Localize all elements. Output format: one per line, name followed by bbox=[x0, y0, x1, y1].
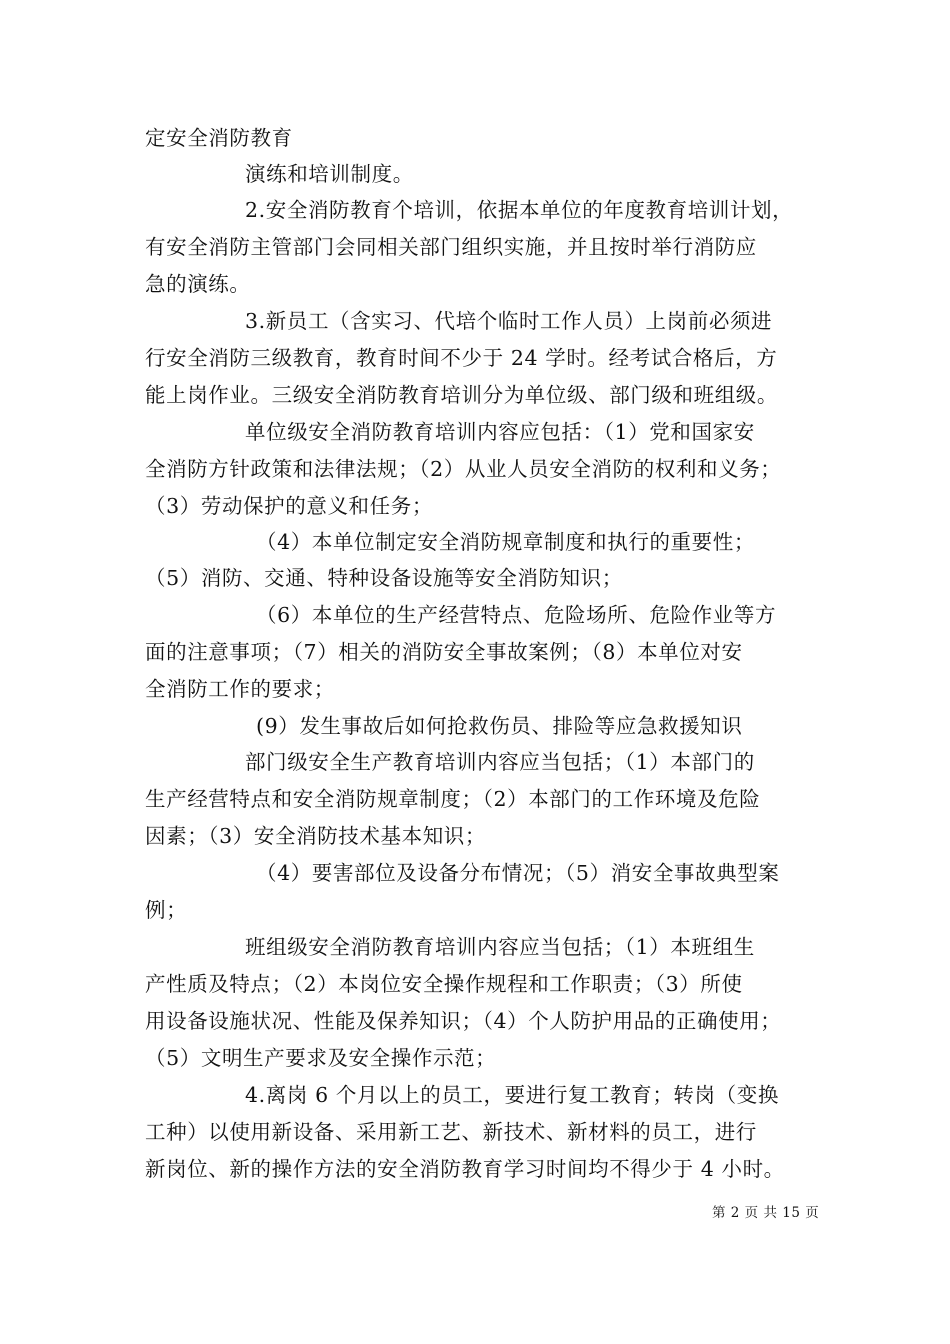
text-line: 生产经营特点和安全消防规章制度；（2）本部门的工作环境及危险 bbox=[145, 787, 761, 811]
text-line: 新岗位、新的操作方法的安全消防教育学习时间均不得少于 4 小时。 bbox=[145, 1157, 785, 1181]
text-line: 有安全消防主管部门会同相关部门组织实施，并且按时举行消防应 bbox=[145, 235, 757, 259]
text-line: （5）消防、交通、特种设备设施等安全消防知识； bbox=[145, 566, 623, 590]
text-line: 定安全消防教育 bbox=[145, 126, 293, 150]
text-line: 4.离岗 6 个月以上的员工，要进行复工教育；转岗（变换 bbox=[245, 1083, 779, 1107]
text-line: 急的演练。 bbox=[145, 272, 251, 296]
text-line: 产性质及特点；（2）本岗位安全操作规程和工作职责；（3）所使 bbox=[145, 972, 743, 996]
text-line: 全消防方针政策和法律法规；（2）从业人员安全消防的权利和义务； bbox=[145, 457, 782, 481]
text-line: （5）文明生产要求及安全操作示范； bbox=[145, 1046, 497, 1070]
text-line: 单位级安全消防教育培训内容应包括：（1）党和国家安 bbox=[245, 420, 755, 444]
text-line: （4）要害部位及设备分布情况；（5）消安全事故典型案 bbox=[256, 861, 780, 885]
page-number: 第 2 页 共 15 页 bbox=[712, 1205, 820, 1221]
text-line: 面的注意事项；（7）相关的消防安全事故案例；（8）本单位对安 bbox=[145, 640, 743, 664]
text-line: （6）本单位的生产经营特点、危险场所、危险作业等方 bbox=[256, 603, 777, 627]
text-line: (9）发生事故后如何抢救伤员、排险等应急救援知识 bbox=[256, 714, 743, 738]
text-line: 2.安全消防教育个培训，依据本单位的年度教育培训计划， bbox=[245, 198, 794, 222]
text-line: 班组级安全消防教育培训内容应当包括；（1）本班组生 bbox=[245, 935, 755, 959]
text-line: 部门级安全生产教育培训内容应当包括；（1）本部门的 bbox=[245, 750, 755, 774]
text-line: 例； bbox=[145, 898, 188, 922]
text-line: （3）劳动保护的意义和任务； bbox=[145, 494, 433, 518]
text-line: 演练和培训制度。 bbox=[245, 162, 414, 186]
text-line: （4）本单位制定安全消防规章制度和执行的重要性； bbox=[256, 530, 755, 554]
text-line: 因素；（3）安全消防技术基本知识； bbox=[145, 824, 486, 848]
text-line: 3.新员工（含实习、代培个临时工作人员）上岗前必须进 bbox=[245, 309, 773, 333]
text-line: 能上岗作业。三级安全消防教育培训分为单位级、部门级和班组级。 bbox=[145, 383, 778, 407]
text-line: 行安全消防三级教育，教育时间不少于 24 学时。经考试合格后，方 bbox=[145, 346, 778, 370]
text-line: 全消防工作的要求； bbox=[145, 677, 335, 701]
text-line: 用设备设施状况、性能及保养知识；（4）个人防护用品的正确使用； bbox=[145, 1009, 782, 1033]
text-line: 工种）以使用新设备、采用新工艺、新技术、新材料的员工，进行 bbox=[145, 1120, 757, 1144]
